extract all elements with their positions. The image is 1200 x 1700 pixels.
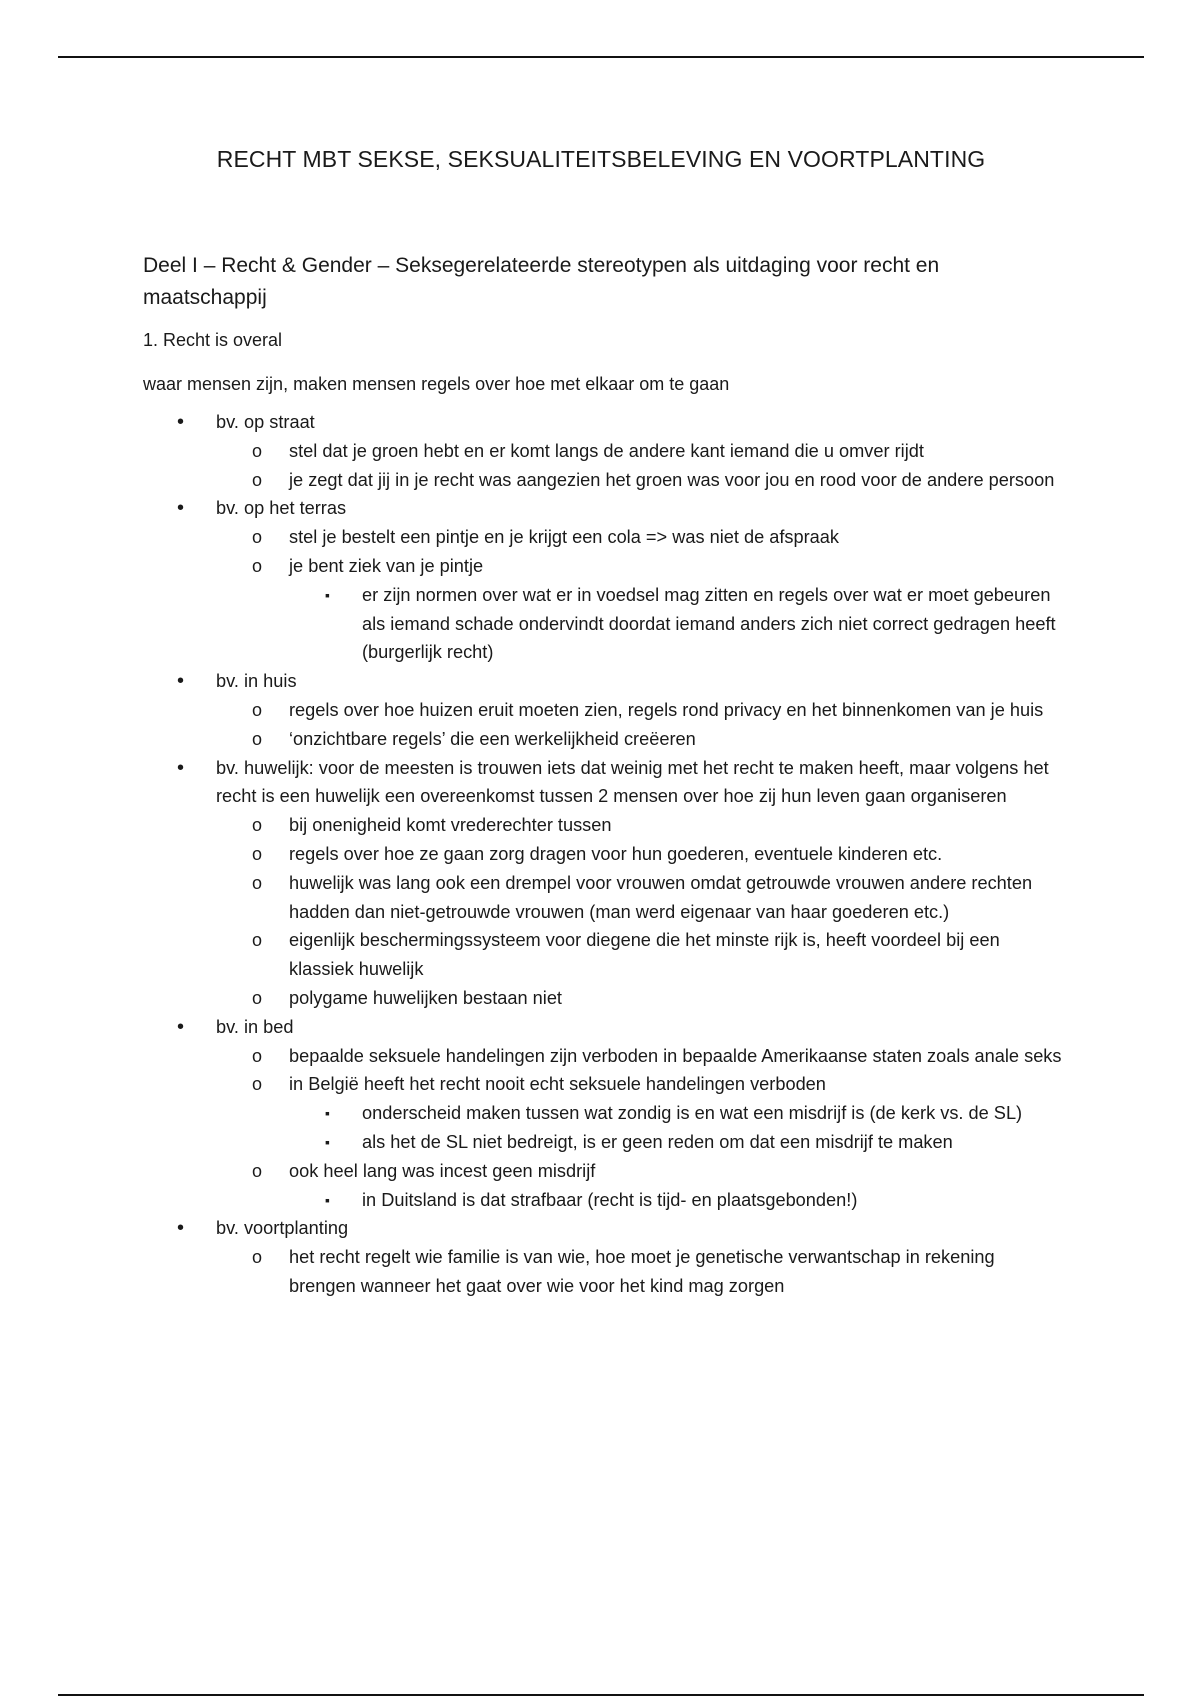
list-item-level-1 [143,1214,1063,1300]
list-item-text: regels over hoe ze gaan zorg dragen voor hun goederen, eventuele kinderen etc. [289,843,943,864]
list-item-level-2 [216,984,1063,1013]
list-item-text: onderscheid maken tussen wat zondig is en wat een misdrijf is (de kerk vs. de SL) [362,1103,1023,1124]
list-item-text: het recht regelt wie familie is van wie, hoe moet je genetische verwantschap in rekening brengen wanneer het gaat over wie voor het kind mag zorgen [289,1247,995,1296]
list-item-level-1 [143,667,1063,753]
list-item-text: huwelijk was lang ook een drempel voor vrouwen omdat getrouwde vrouwen andere rechten hadden dan niet-getrouwde vrouwen (man werd eigenaar van haar goederen etc.) [289,872,1033,922]
list-item-level-3 [289,1128,1063,1157]
sub-list [143,1042,1063,1215]
bullet-marker: ▪ [325,1105,330,1122]
sub-list [289,1186,1063,1215]
bullet-marker: • [177,670,185,693]
bullet-marker: o [252,987,263,1008]
bullet-marker: o [252,1160,263,1181]
list-item-text: bv. in huis [216,671,297,692]
list-item-level-1 [143,408,1063,494]
list-item-text: bv. in bed [216,1016,294,1037]
bullet-marker: o [252,872,263,893]
bullet-marker: o [252,728,263,749]
list-item-level-3 [289,581,1063,667]
list-item-level-2 [216,725,1063,754]
list-item-text: bepaalde seksuele handelingen zijn verboden in bepaalde Amerikaanse staten zoals anale seks [289,1045,1062,1066]
sub-list [289,1099,1063,1157]
list-item-text: polygame huwelijken bestaan niet [289,987,562,1008]
section-title: 1. Recht is overal [143,330,283,350]
bullet-marker: o [252,699,263,720]
top-rule [58,56,1144,58]
sub-list [143,523,1063,667]
list-item-text: je zegt dat jij in je recht was aangezien het groen was voor jou en rood voor de andere persoon [289,469,1055,490]
bullet-marker: o [252,555,263,576]
intro-paragraph: waar mensen zijn, maken mensen regels over hoe met elkaar om te gaan [143,374,730,394]
list-item-level-2 [216,840,1063,869]
list-item-text: bv. op het terras [216,498,347,519]
list-item-level-2 [216,926,1063,984]
sub-list [143,437,1063,495]
list-item-text: bv. huwelijk: voor de meesten is trouwen iets dat weinig met het recht te maken heeft, maar volgens het recht is een huwelijk een overeenkomst tussen 2 mensen over hoe zij hun leven gaan organiseren [216,757,1049,807]
bullet-marker: o [252,930,263,951]
bullet-marker: o [252,440,263,461]
bullet-marker: o [252,527,263,548]
list-item-level-2 [216,466,1063,495]
bullet-marker: • [177,756,185,779]
list-item-text: stel dat je groen hebt en er komt langs de andere kant iemand die u omver rijdt [289,440,924,461]
sub-list [143,1243,1063,1301]
list-item-text: ‘onzichtbare regels’ die een werkelijkheid creëeren [289,728,696,749]
list-item-level-3 [289,1099,1063,1128]
list-item-level-1 [143,754,1063,1013]
list-item-level-1 [143,1013,1063,1215]
bottom-rule [58,1694,1144,1696]
bullet-marker: • [177,1015,185,1038]
document-title: RECHT MBT SEKSE, SEKSUALITEITSBELEVING EN VOORTPLANTING [216,146,986,172]
list-item-level-2 [216,811,1063,840]
list-item-text: in Duitsland is dat strafbaar (recht is tijd- en plaatsgebonden!) [362,1189,858,1210]
bullet-marker: o [252,843,263,864]
list-item-text: ook heel lang was incest geen misdrijf [289,1160,596,1181]
list-item-level-2 [216,1042,1063,1071]
document-body [143,250,1063,1301]
sub-list [143,811,1063,1013]
bullet-marker: ▪ [325,1133,330,1150]
list-item-level-2 [216,1070,1063,1156]
list-item-text: regels over hoe huizen eruit moeten zien, regels rond privacy en het binnenkomen van je huis [289,699,1044,720]
bullet-marker: ▪ [325,1191,330,1208]
bullet-list [143,408,1063,1301]
list-item-level-2 [216,523,1063,552]
bullet-marker: o [252,815,263,836]
list-item-text: bv. voortplanting [216,1218,349,1239]
list-item-text: bij onenigheid komt vrederechter tussen [289,815,612,836]
bullet-marker: o [252,1074,263,1095]
bullet-marker: o [252,1045,263,1066]
list-item-level-3 [289,1186,1063,1215]
list-item-text: eigenlijk beschermingssysteem voor diegene die het minste rijk is, heeft voordeel bij een klassiek huwelijk [289,930,1000,980]
sub-list [289,581,1063,667]
list-item-text: stel je bestelt een pintje en je krijgt een cola => was niet de afspraak [289,527,840,548]
bullet-marker: ▪ [325,586,330,603]
list-item-level-2 [216,1157,1063,1215]
list-item-text: als het de SL niet bedreigt, is er geen reden om dat een misdrijf te maken [362,1131,953,1152]
bullet-marker: o [252,469,263,490]
list-item-text: in België heeft het recht nooit echt seksuele handelingen verboden [289,1074,826,1095]
bullet-marker: o [252,1247,263,1268]
bullet-marker: • [177,411,185,433]
list-item-level-2 [216,552,1063,667]
list-item-text: je bent ziek van je pintje [289,555,484,576]
bullet-marker: • [177,1217,185,1240]
list-item-level-2 [216,1243,1063,1301]
list-item-text: bv. op straat [216,412,315,432]
part-title: Deel I – Recht & Gender – Seksegerelateerde stereotypen als uitdaging voor recht en maatschappij [143,254,940,309]
bullet-marker: • [177,497,185,520]
list-item-text: er zijn normen over wat er in voedsel mag zitten en regels over wat er moet gebeuren als iemand schade ondervindt doordat iemand anders zich niet correct gedragen heeft (burgerlijk recht) [362,584,1056,663]
sub-list [143,696,1063,754]
list-item-level-2 [216,437,1063,466]
list-item-level-2 [216,869,1063,927]
list-item-level-2 [216,696,1063,725]
list-item-level-1 [143,494,1063,667]
